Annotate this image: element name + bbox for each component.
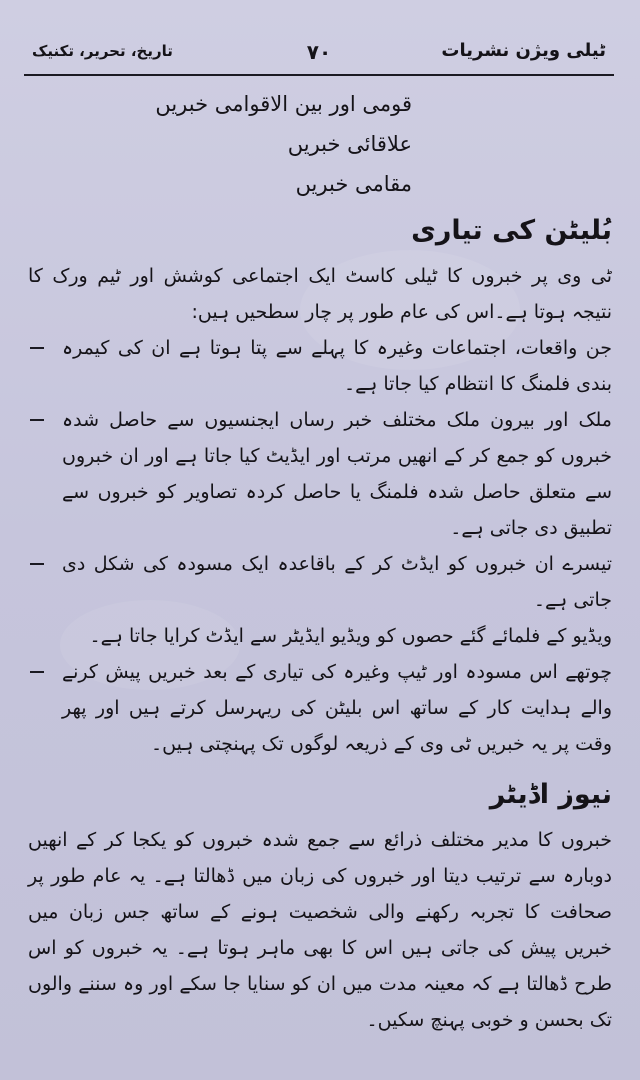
list-item: ویڈیو کے فلمائے گئے حصوں کو ویڈیو ایڈیٹر سے ایڈٹ کرایا جاتا ہے۔ bbox=[89, 625, 612, 647]
list-item: تیسرے ان خبروں کو ایڈٹ کر کے باقاعدہ ایک مسودہ کی شکل دی جاتی ہے۔ bbox=[28, 546, 612, 618]
section-heading-bulletin: بُلیٹن کی تیاری bbox=[411, 215, 612, 246]
page-content bbox=[28, 84, 612, 1038]
news-editor-paragraph: خبروں کا مدیر مختلف ذرائع سے جمع شدہ خبروں کو یکجا کر کے انھیں دوبارہ سے ترتیب دیتا اور خبروں کی زبان میں ڈھالتا ہے۔ یہ عام طور پر صحافت کا تجربہ رکھنے والی شخصیت ہونے کے ساتھ جس زبان میں خبریں پیش کی جاتی ہیں اس کا بھی ماہر ہوتا ہے۔ یہ خبروں کو اس طرح ڈھالتا ہے کہ معینہ مدت میں ان کو سنایا جا سکے اور وہ سننے والوں تک بحسن و خوبی پہنچ سکیں۔ bbox=[28, 829, 612, 1031]
section-title: تاریخ، تحریر، تکنیک bbox=[32, 42, 173, 60]
section-heading-news-editor: نیوز اڈیٹر bbox=[489, 779, 612, 810]
list-item: چوتھے اس مسودہ اور ٹیپ وغیرہ کی تیاری کے بعد خبریں پیش کرنے والے ہدایت کار کے ساتھ اس بلیٹن کی ریہرسل کرتے ہیں اور پھر وقت پر یہ خبریں ٹی وی کے ذریعہ لوگوں تک پہنچتی ہیں۔ bbox=[28, 654, 612, 762]
bulletin-intro: ٹی وی پر خبروں کا ٹیلی کاسٹ ایک اجتماعی کوشش اور ٹیم ورک کا نتیجہ ہوتا ہے۔اس کی عام طور پر چار سطحیں ہیں: bbox=[28, 265, 612, 323]
page-number: ۷۰ bbox=[306, 40, 332, 64]
bulletin-steps-list bbox=[28, 330, 612, 762]
page-header bbox=[24, 36, 614, 76]
book-title: ٹیلی ویژن نشریات bbox=[441, 40, 606, 61]
list-item: مقامی خبریں bbox=[295, 172, 412, 196]
list-item: ملک اور بیرون ملک مختلف خبر رساں ایجنسیوں سے حاصل شدہ خبروں کو جمع کر کے انھیں مرتب اور ایڈیٹ کیا جاتا ہے اور ان خبروں سے متعلق حاصل شدہ فلمنگ یا حاصل کردہ تصاویر کو خبروں سے تطبیق دی جاتی ہے۔ bbox=[28, 402, 612, 546]
list-item: علاقائی خبریں bbox=[287, 132, 412, 156]
news-category-list bbox=[28, 84, 612, 204]
list-item: جن واقعات، اجتماعات وغیرہ کا پہلے سے پتا ہوتا ہے ان کی کیمرہ بندی فلمنگ کا انتظام کیا جاتا ہے۔ bbox=[28, 330, 612, 402]
list-item: قومی اور بین الاقوامی خبریں bbox=[155, 92, 412, 116]
